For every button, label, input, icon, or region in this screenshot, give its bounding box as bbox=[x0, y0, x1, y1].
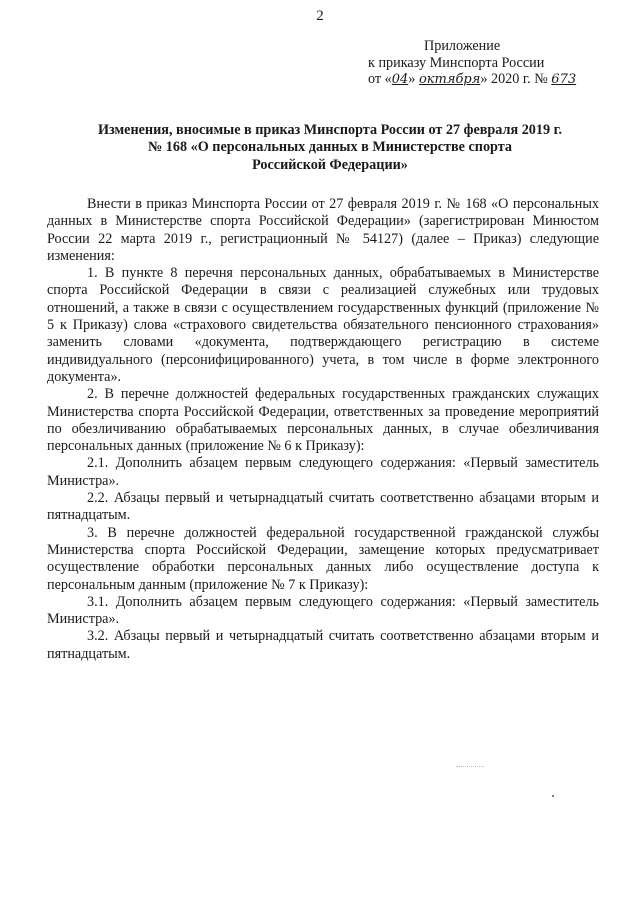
date-prefix: от « bbox=[368, 71, 392, 87]
title-line-3: Российской Федерации» bbox=[252, 156, 408, 173]
page-number: 2 bbox=[316, 8, 324, 24]
date-year: » 2020 г. № bbox=[480, 71, 552, 87]
handwritten-month: октября bbox=[418, 72, 481, 87]
document-body bbox=[47, 196, 599, 663]
appendix-label: Приложение bbox=[424, 38, 501, 54]
paragraph-2: 2. В перечне должностей федеральных государственных гражданских служащих Министерства спорта Российской Федерации, ответственных за проведение мероприятий по обезличиванию обрабатываемых персональных данных, в случае обезличивания персональных данных (приложение № 6 к Приказу): bbox=[47, 386, 599, 455]
paragraph-3: 3. В перечне должностей федеральной государственной гражданской службы Министерства спорта Российской Федерации, замещение которых предусматривает осуществление обработки персональных данных либо осуществление доступа к персональным данным (приложение № 7 к Приказу): bbox=[47, 524, 599, 593]
title-line-2: № 168 «О персональных данных в Министерстве спорта bbox=[148, 139, 512, 156]
title-line-1: Изменения, вносимые в приказ Минспорта России от 27 февраля 2019 г. bbox=[97, 122, 563, 138]
scan-artifact bbox=[456, 766, 484, 769]
paragraph-3-2: 3.2. Абзацы первый и четырнадцатый считать соответственно абзацами вторым и пятнадцатым. bbox=[47, 628, 599, 662]
paragraph-1: 1. В пункте 8 перечня персональных данных, обрабатываемых в Министерстве спорта Российской Федерации в связи с реализацией служебных или трудовых отношений, а также в связи с осуществлением государственных функций (приложение № 5 к Приказу) слова «страхового свидетельства обязательного пенсионного страхования» заменить словами «документа, подтверждающего регистрацию в системе индивидуального (персонифицированного) учета, в том числе в форме электронного документа». bbox=[47, 265, 599, 385]
paragraph-3-1: 3.1. Дополнить абзацем первым следующего содержания: «Первый заместитель Министра». bbox=[47, 593, 599, 628]
appendix-header bbox=[368, 38, 598, 89]
paragraph-intro: Внести в приказ Минспорта России от 27 февраля 2019 г. № 168 «О персональных данных в Министерстве спорта Российской Федерации» (зарегистрирован Минюстом России 22 марта 2019 г., регистрационный № 54127) (далее – Приказ) следующие изменения: bbox=[47, 196, 599, 264]
paragraph-2-2: 2.2. Абзацы первый и четырнадцатый считать соответственно абзацами вторым и пятнадцатым. bbox=[47, 490, 599, 524]
scan-speck bbox=[552, 795, 554, 797]
handwritten-number: 673 bbox=[551, 72, 577, 87]
appendix-order-ref: к приказу Минспорта России bbox=[368, 54, 545, 71]
paragraph-2-1: 2.1. Дополнить абзацем первым следующего содержания: «Первый заместитель Министра». bbox=[47, 455, 599, 489]
document-title bbox=[60, 122, 600, 174]
appendix-date-line: от «04» октября» 2020 г. № 673 bbox=[368, 71, 577, 87]
handwritten-day: 04 bbox=[391, 72, 409, 87]
